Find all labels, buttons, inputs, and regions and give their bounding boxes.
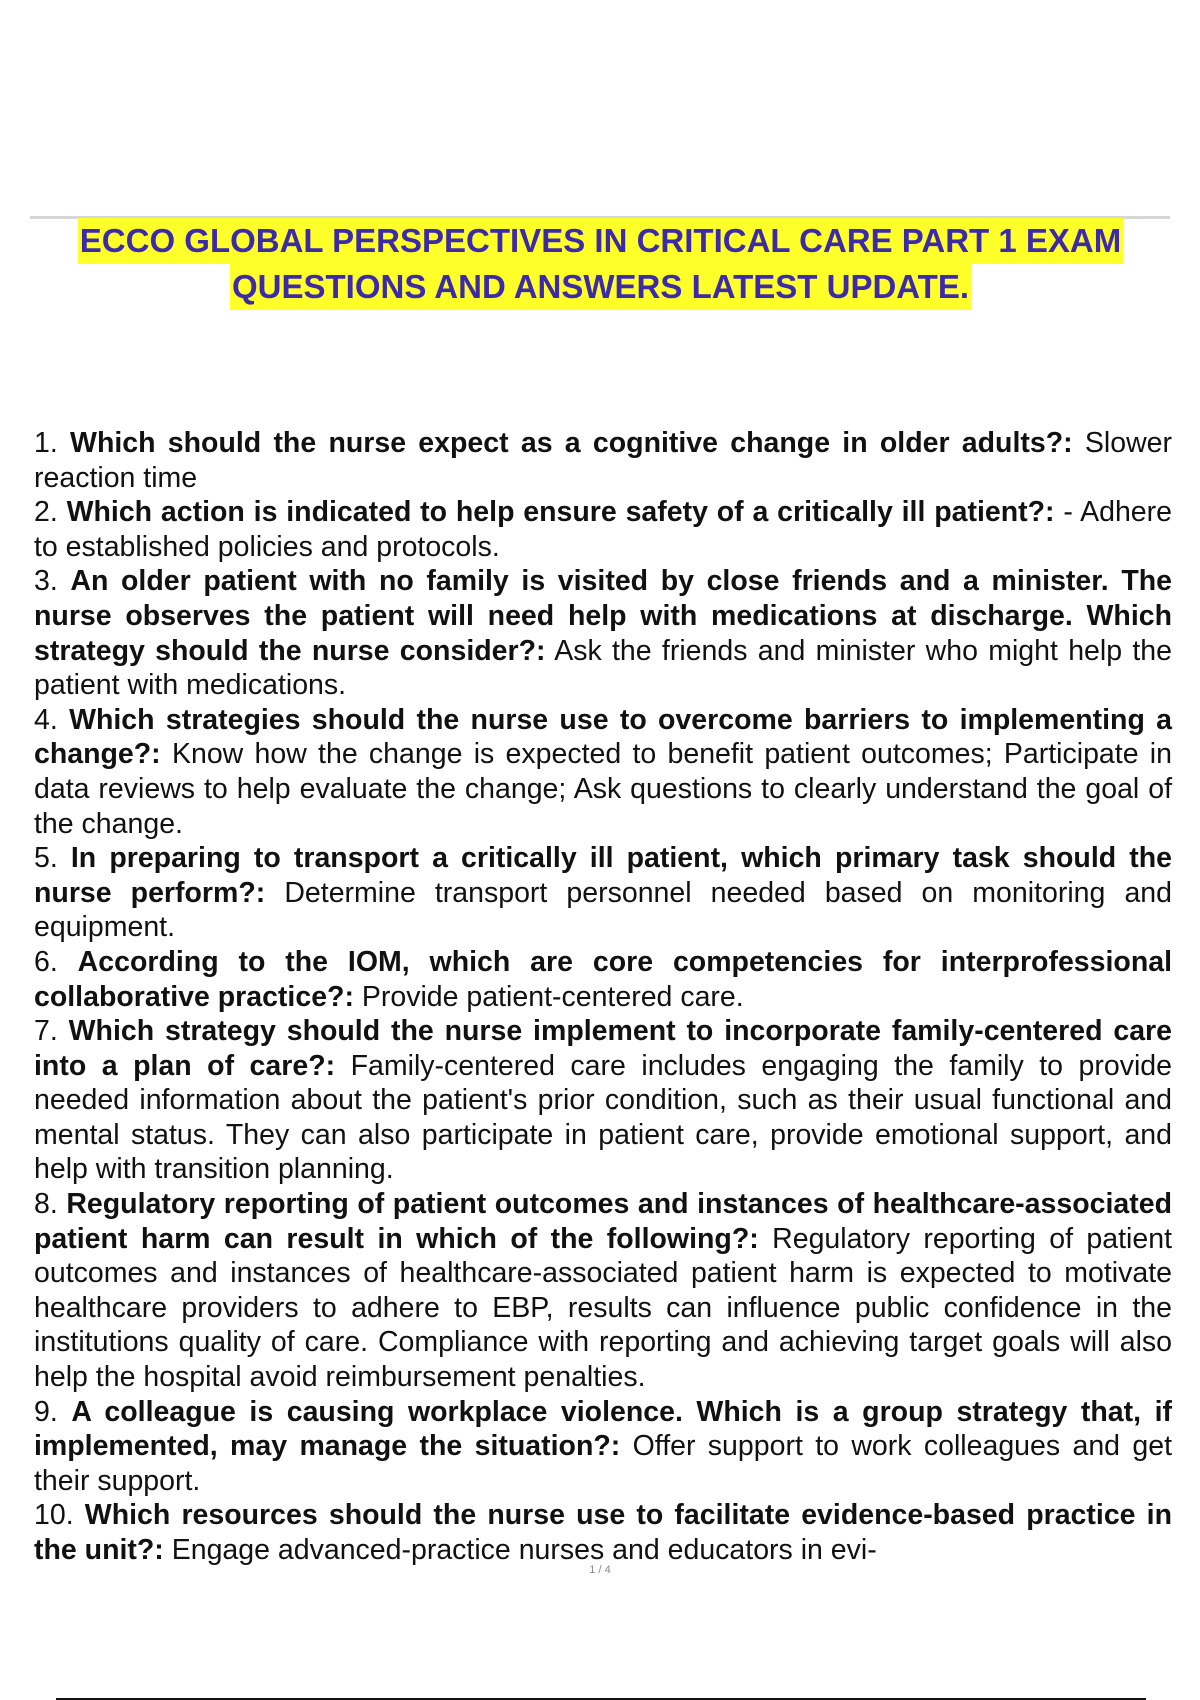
question-text: Which resources should the nurse use to facilitate evidence-based practice in the unit?: (34, 1499, 1173, 1566)
answer-text: Family-centered care includes engaging the family to provide needed information about the patient's prior condition, such as their usual functional and mental status. They can also participate in patient care, provide emotional support, and help with transition planning. (34, 1049, 1172, 1186)
question-number: 2. (34, 496, 58, 529)
answer-text: Engage advanced-practice nurses and educators in evi- (171, 1534, 877, 1566)
page-number: 1 / 4 (589, 1564, 611, 1576)
question-text: An older patient with no family is visited by close friends and a minister. The nurse observes the patient will need help with medications at discharge. Which strategy should the nurse consider?: (34, 565, 1172, 667)
question-text: Which action is indicated to help ensure safety of a critically ill patient?: (66, 496, 1055, 529)
question-item-5 (34, 841, 1172, 945)
question-number: 6. (34, 945, 58, 978)
question-text: According to the IOM, which are core competencies for interprofessional collaborative practice?: (34, 945, 1172, 1013)
answer-text: Slower reaction time (34, 427, 1173, 494)
answer-text: Know how the change is expected to benefit patient outcomes; Participate in data reviews to help evaluate the change; Ask questions to clearly understand the goal of the change. (34, 738, 1172, 840)
answer-text: - Adhere to established policies and protocols. (34, 496, 1172, 563)
question-item-9 (34, 1395, 1172, 1499)
question-text: Which strategies should the nurse use to overcome barriers to implementing a change?: (34, 703, 1173, 771)
question-text: A colleague is causing workplace violence. Which is a group strategy that, if implemented, may manage the situation?: (34, 1395, 1172, 1463)
answer-text: Determine transport personnel needed based on monitoring and equipment. (34, 876, 1172, 944)
question-text: Which should the nurse expect as a cognitive change in older adults?: (70, 427, 1073, 459)
question-number: 10. (34, 1499, 74, 1532)
question-number: 9. (34, 1395, 58, 1428)
title-line-1: ECCO GLOBAL PERSPECTIVES IN CRITICAL CARE PART 1 EXAM (78, 218, 1123, 264)
title-line-2: QUESTIONS AND ANSWERS LATEST UPDATE. (230, 264, 971, 310)
question-item-2 (34, 495, 1172, 564)
question-number: 8. (34, 1188, 58, 1221)
question-item-6 (34, 945, 1172, 1014)
question-number: 4. (34, 703, 58, 736)
question-number: 3. (34, 565, 58, 598)
question-item-7 (34, 1014, 1172, 1187)
question-number: 7. (34, 1015, 58, 1048)
question-number: 5. (34, 842, 58, 875)
question-list (34, 426, 1172, 1568)
question-item-8 (34, 1187, 1172, 1395)
answer-text: Ask the friends and minister who might help the patient with medications. (34, 634, 1172, 702)
question-text: In preparing to transport a critically ill patient, which primary task should the nurse perform?: (34, 842, 1172, 909)
answer-text: Regulatory reporting of patient outcomes and instances of healthcare-associated patient harm is expected to motivate healthcare providers to adhere to EBP, results can influence public confidence in the institutions quality of care. Compliance with reporting and achieving target goals will also help the hospital avoid reimbursement penalties. (34, 1222, 1172, 1394)
question-item-10 (34, 1498, 1172, 1567)
document-title (28, 218, 1173, 310)
question-text: Which strategy should the nurse implement to incorporate family-centered care into a plan of care?: (34, 1015, 1172, 1082)
answer-text: Offer support to work colleagues and get their support. (34, 1430, 1173, 1497)
question-item-3 (34, 564, 1172, 702)
question-number: 1. (34, 427, 58, 459)
answer-text: Provide patient-centered care. (361, 980, 744, 1013)
question-text: Regulatory reporting of patient outcomes and instances of healthcare-associated patient harm can result in which of the following?: (34, 1188, 1172, 1255)
question-item-4 (34, 703, 1172, 841)
question-item-1 (34, 426, 1172, 495)
